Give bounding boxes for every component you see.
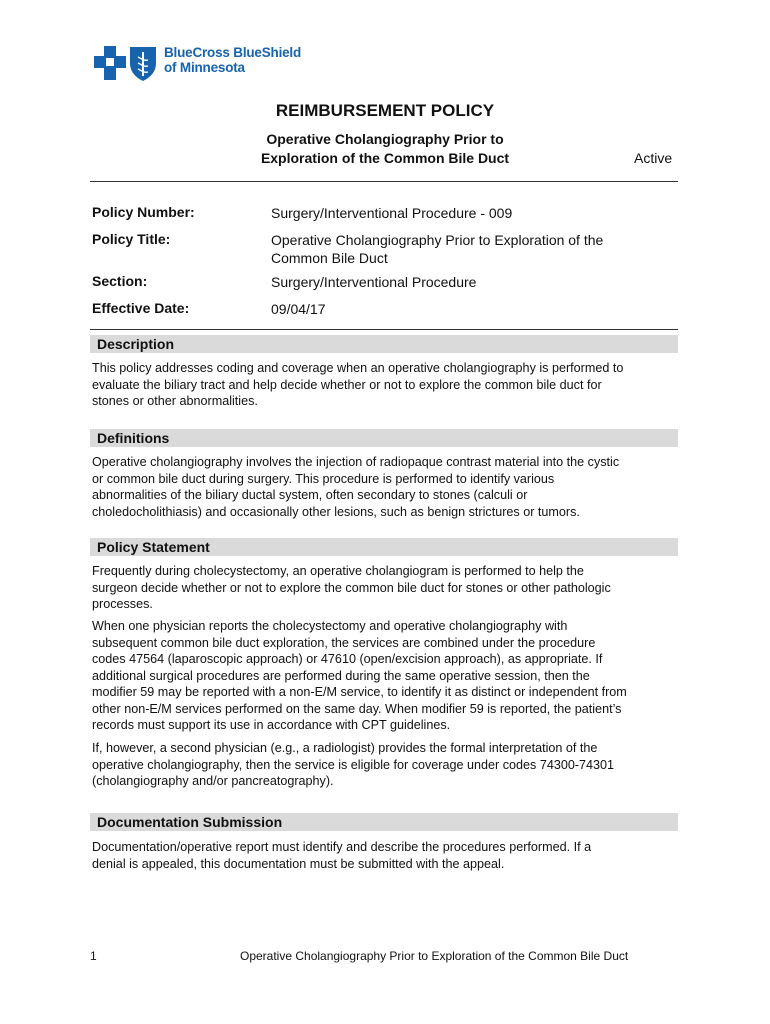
text-line: evaluate the biliary tract and help decide whether or not to explore the common bile duct for	[92, 377, 602, 392]
text-line: stones or other abnormalities.	[92, 394, 258, 408]
text-line: modifier 59 may be reported with a non-E/M service, to identify it as distinct or independent from	[92, 685, 627, 699]
policy-number-label: Policy Number:	[92, 204, 195, 220]
document-subtitle	[230, 130, 540, 168]
text-line: choledocholithiasis) and occasionally other lesions, such as benign strictures or tumors.	[92, 504, 580, 519]
text-line: (cholangiography and/or pancreatography).	[92, 774, 334, 788]
text-line: If, however, a second physician (e.g., a radiologist) provides the formal interpretation of the	[92, 741, 598, 755]
logo-line-2: of Minnesota	[164, 60, 245, 75]
definitions-heading: Definitions	[90, 429, 678, 447]
text-line: When one physician reports the cholecystectomy and operative cholangiography with	[92, 619, 568, 633]
text-line: This policy addresses coding and coverage when an operative cholangiography is performed to	[92, 361, 624, 375]
description-heading: Description	[90, 335, 678, 353]
text-line: subsequent common bile duct exploration, the services are combined under the procedure	[92, 635, 596, 650]
text-line: or common bile duct during surgery. This procedure is performed to identify various	[92, 471, 555, 486]
text-line: processes.	[92, 597, 153, 611]
text-line: additional surgical procedures are performed during the same operative session, then the	[92, 668, 590, 683]
description-text	[92, 360, 684, 410]
policy-number-value: Surgery/Interventional Procedure - 009	[271, 205, 513, 221]
policy-title-line-1: Operative Cholangiography Prior to Exploration of the	[271, 232, 604, 248]
subtitle-line-1: Operative Cholangiography Prior to	[266, 131, 504, 147]
text-line: other non-E/M services performed on the same day. When modifier 59 is reported, the patient’s	[92, 701, 622, 716]
text-line: operative cholangiography, then the service is eligible for coverage under codes 74300-74301	[92, 757, 615, 772]
text-line: Documentation/operative report must identify and describe the procedures performed. If a	[92, 840, 592, 854]
divider	[90, 329, 678, 330]
documentation-text	[92, 839, 684, 872]
policy-title-label: Policy Title:	[92, 231, 171, 247]
policy-title-line-2: Common Bile Duct	[271, 250, 388, 266]
policy-status: Active	[634, 150, 673, 166]
text-line: Operative cholangiography involves the injection of radiopaque contrast material into the cystic	[92, 455, 620, 469]
text-line: surgeon decide whether or not to explore the common bile duct for stones or other pathologic	[92, 580, 611, 595]
text-line: denial is appealed, this documentation must be submitted with the appeal.	[92, 856, 505, 871]
policy-statement-paragraph-2	[92, 618, 684, 734]
logo-line-1: BlueCross BlueShield	[164, 45, 302, 60]
footer-title: Operative Cholangiography Prior to Exploration of the Common Bile Duct	[240, 949, 629, 963]
text-line: records must support its use in accordance with CPT guidelines.	[92, 718, 451, 732]
text-line: Frequently during cholecystectomy, an operative cholangiogram is performed to help the	[92, 564, 584, 578]
policy-statement-paragraph-3	[92, 740, 684, 790]
text-line: abnormalities of the biliary ductal system, often secondary to stones (calculi or	[92, 488, 528, 502]
section-value: Surgery/Interventional Procedure	[271, 274, 477, 290]
divider	[90, 181, 678, 182]
logo-wordmark	[164, 45, 301, 75]
definitions-text	[92, 454, 684, 520]
documentation-heading: Documentation Submission	[90, 813, 678, 831]
section-label: Section:	[92, 273, 148, 289]
policy-statement-heading: Policy Statement	[90, 538, 678, 556]
document-title: REIMBURSEMENT POLICY	[275, 101, 495, 120]
effective-date-label: Effective Date:	[92, 300, 190, 316]
effective-date-value: 09/04/17	[271, 301, 326, 317]
page-number: 1	[90, 949, 97, 963]
policy-statement-paragraph-1	[92, 563, 684, 613]
policy-title-value	[271, 231, 671, 267]
subtitle-line-2: Exploration of the Common Bile Duct	[260, 150, 510, 166]
text-line: codes 47564 (laparoscopic approach) or 47610 (open/excision approach), as appropriate. If	[92, 652, 603, 666]
